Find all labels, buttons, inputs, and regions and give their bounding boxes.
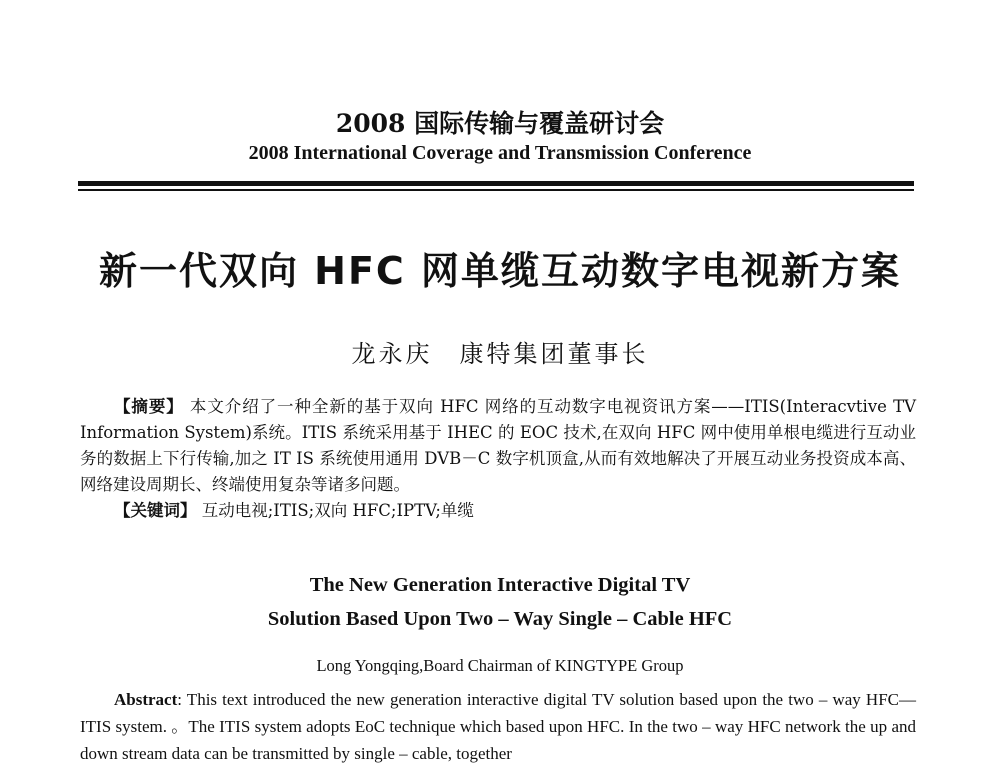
abstract-cn-label: 【摘要】 [114, 397, 184, 416]
article-title-en-line1: The New Generation Interactive Digital TV [309, 574, 691, 596]
abstract-en-label: Abstract [114, 690, 178, 709]
keywords-cn-paragraph [80, 498, 916, 524]
header-rule-thin [78, 189, 914, 191]
abstract-cn [80, 394, 916, 524]
article-title-en [0, 568, 1000, 636]
keywords-cn-label: 【关键词】 [114, 501, 197, 520]
abstract-cn-text: 本文介绍了一种全新的基于双向 HFC 网络的互动数字电视资讯方案——ITIS(Interacvtive TV Information System)系统。ITIS 系统采用基于 IHEC 的 EOC 技术,在双向 HFC 网中使用单根电缆进行互动业务的数据上下行传输,加之 IT IS 系统使用通用 DVB－C 数字机顶盒,从而有效地解决了开展互动业务投资成本高、网络建设周期长、终端使用复杂等诸多问题。 [80, 397, 916, 494]
conference-title-en: 2008 International Coverage and Transmission Conference [248, 142, 752, 164]
author-cn: 龙永庆 康特集团董事长 [351, 340, 649, 368]
author-en: Long Yongqing,Board Chairman of KINGTYPE Group [316, 656, 684, 675]
conference-title-cn: 2008 国际传输与覆盖研讨会 [335, 109, 665, 138]
header-rule-thick [78, 181, 914, 186]
abstract-en [80, 686, 916, 767]
article-title-cn: 新一代双向 HFC 网单缆互动数字电视新方案 [98, 249, 902, 293]
keywords-cn-text: 互动电视;ITIS;双向 HFC;IPTV;单缆 [201, 501, 474, 520]
abstract-en-paragraph [80, 686, 916, 767]
abstract-en-text: : This text introduced the new generation interactive digital TV solution based upon the two – way HFC—ITIS system. 。The ITIS system adopts EoC technique which based upon HFC. In the two – way HFC network the up and down stream data can be transmitted by single – cable, together [80, 690, 916, 763]
abstract-cn-paragraph [80, 394, 916, 498]
article-title-en-line2: Solution Based Upon Two – Way Single – Cable HFC [267, 608, 733, 630]
